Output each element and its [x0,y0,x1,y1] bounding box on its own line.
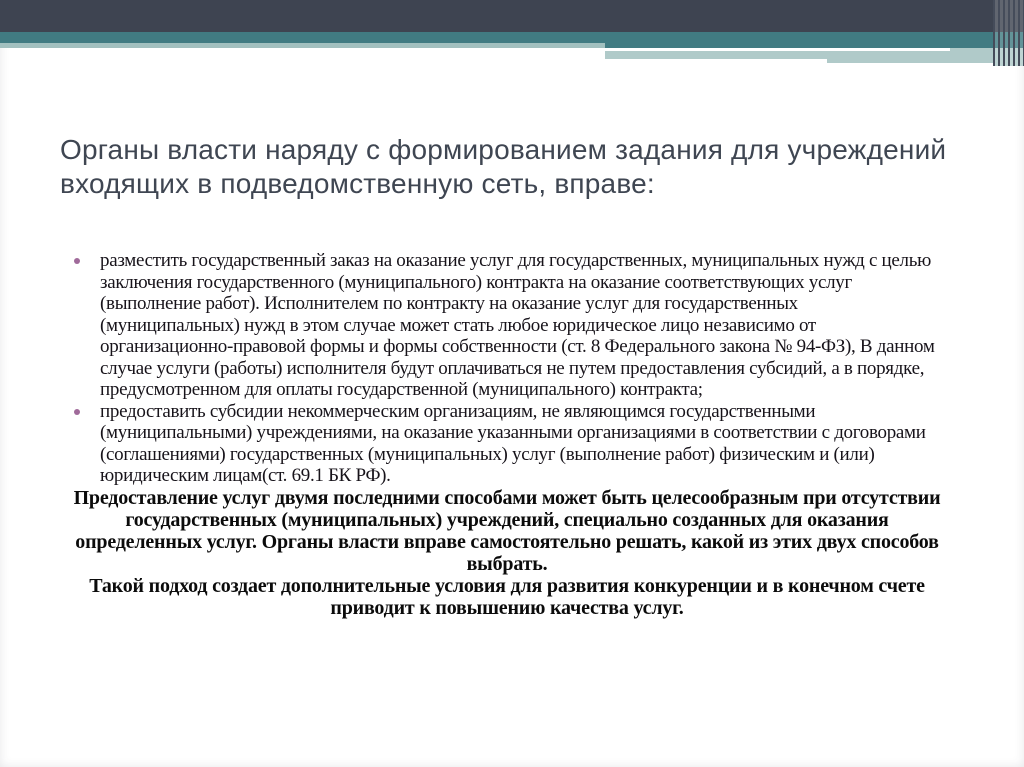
list-item [74,250,954,401]
bullet-text: разместить государственный заказ на оказание услуг для государственных, муниципальных нужд с целью заключения государственного (муниципального) контракта на оказание соответствующих услуг (выполнение работ). Исполнителем по контракту на оказание услуг для государственных (муниципальных) нужд в этом случае может стать любое юридическое лицо независимо от организационно-правовой формы и формы собственности (ст. 8 Федерального закона № 94-ФЗ), В данном случае услуги (работы) исполнителя будут оплачиваться не путем предоставления субсидий, а в порядке, предусмотренном для оплаты государственной (муниципального) контракта; [100,250,935,400]
bullet-list [60,250,954,487]
slide-title: Органы власти наряду с формированием задания для учреждений входящих в подведомственную сеть, вправе: [60,134,947,199]
emphasis-paragraph: Такой подход создает дополнительные условия для развития конкуренции и в конечном счете приводит к повышению качества услуг. [89,574,925,619]
bullet-marker [74,409,80,415]
bullet-marker [74,258,80,264]
emphasis-block [60,487,954,619]
bullet-text: предоставить субсидии некоммерческим организациям, не являющимся государственными (муниципальными) учреждениями, на оказание указанными организациями в соответствии с договорами (соглашениями) государственных (муниципальных) услуг (выполнение работ) физическим и (или) юридическим лицам(ст. 69.1 БК РФ). [100,400,926,486]
list-item [74,401,954,487]
emphasis-paragraph: Предоставление услуг двумя последними способами может быть целесообразным при отсутствии государственных (муниципальных) учреждений, специально созданных для оказания определенных услуг. Органы власти вправе самостоятельно решать, какой из этих двух способов выбрать. [73,486,941,575]
